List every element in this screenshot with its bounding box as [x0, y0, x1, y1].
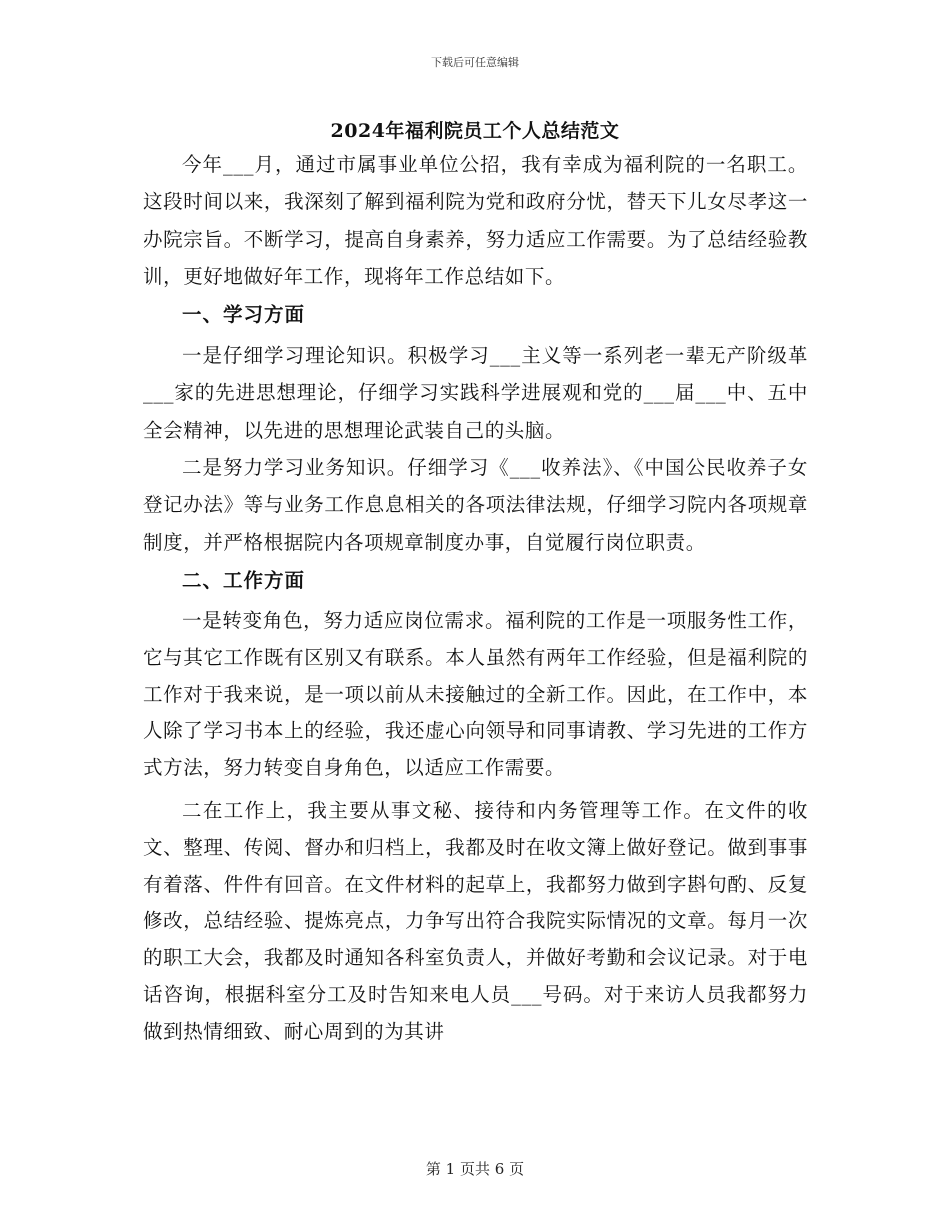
study-paragraph-1: 一是仔细学习理论知识。积极学习___主义等一系列老一辈无产阶级革___家的先进思想理论，仔细学习实践科学进展观和党的___届___中、五中全会精神，以先进的思想理论武装自己的头脑。	[143, 344, 808, 442]
header-note: 下载后可任意编辑	[431, 56, 519, 69]
intro-paragraph: 今年___月，通过市属事业单位公招，我有幸成为福利院的一名职工。这段时间以来，我深刻了解到福利院为党和政府分忧，替天下儿女尽孝这一办院宗旨。不断学习，提高自身素养，努力适应工作需要。为了总结经验教训，更好地做好年工作，现将年工作总结如下。	[143, 153, 808, 288]
section-heading-work: 二、工作方面	[182, 568, 306, 592]
section-heading-study: 一、学习方面	[182, 303, 306, 327]
work-paragraph-2: 二在工作上，我主要从事文秘、接待和内务管理等工作。在文件的收文、整理、传阅、督办和归档上，我都及时在收文簿上做好登记。做到事事有着落、件件有回音。在文件材料的起草上，我都努力做到字斟句酌、反复修改，总结经验、提炼亮点，力争写出符合我院实际情况的文章。每月一次的职工大会，我都及时通知各科室负责人，并做好考勤和会议记录。对于电话咨询，根据科室分工及时告知来电人员___号码。对于来访人员我都努力做到热情细致、耐心周到的为其讲	[143, 798, 808, 1043]
page-footer: 第 1 页共 6 页	[425, 1160, 525, 1178]
work-paragraph-1: 一是转变角色，努力适应岗位需求。福利院的工作是一项服务性工作，它与其它工作既有区别又有联系。本人虽然有两年工作经验，但是福利院的工作对于我来说，是一项以前从未接触过的全新工作。因此，在工作中，本人除了学习书本上的经验，我还虚心向领导和同事请教、学习先进的工作方式方法，努力转变自身角色，以适应工作需要。	[143, 608, 808, 780]
document-title: 2024年福利院员工个人总结范文	[330, 120, 620, 142]
study-paragraph-2: 二是努力学习业务知识。仔细学习《___收养法》、《中国公民收养子女登记办法》等与业务工作息息相关的各项法律法规，仔细学习院内各项规章制度，并严格根据院内各项规章制度办事，自觉履行岗位职责。	[143, 456, 808, 554]
document-body	[143, 146, 808, 1051]
